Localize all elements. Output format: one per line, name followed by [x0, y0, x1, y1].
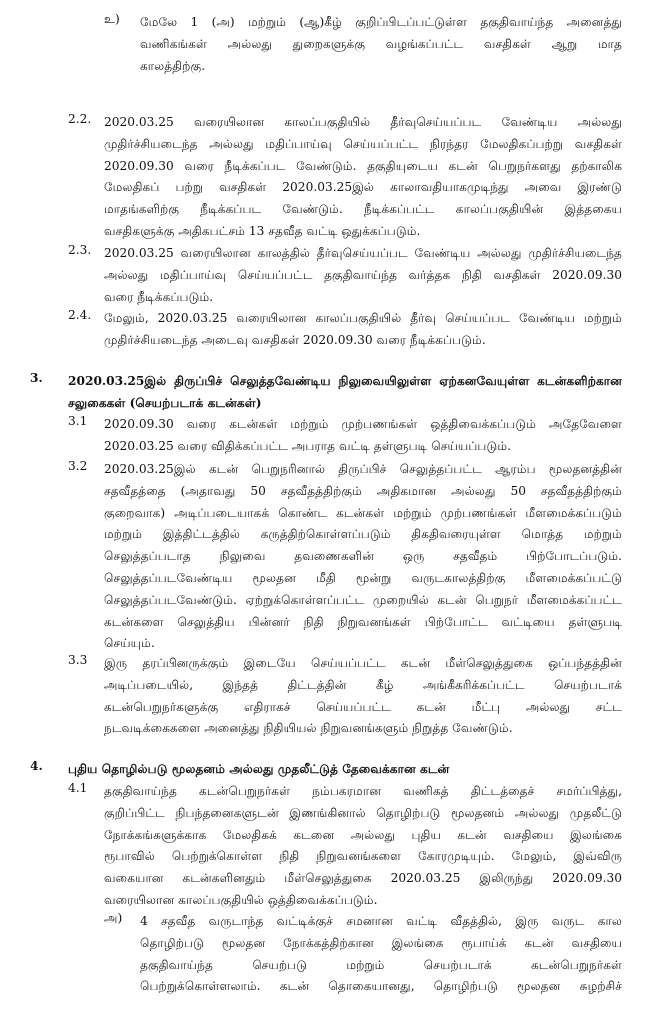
text-line: செலுத்தப்படவேண்டும். ஏற்றுக்கொள்ளப்பட்ட முறையில் கடன் பெறுநர் மீளமைக்கப்பட்ட — [104, 592, 622, 607]
section-number: 4. — [30, 759, 43, 773]
item-number: 2.3. — [68, 243, 92, 257]
text-line: செலுத்தப்படாத நிலுவை தவணைகளின் ஒரு சதவீதம் பிற்போடப்படும். — [104, 549, 622, 564]
item-body — [104, 653, 622, 740]
text-line: மற்றும் இத்திட்டத்தில் கருத்திற்கொள்ளப்படும் திகதிவரையுள்ள மொத்த மற்றும் — [104, 527, 622, 542]
text-line: முதிர்ச்சியடைந்த அல்லது மதிப்பாய்வு செய்யப்பட்ட நிரந்தர மேலதிகப்பற்று வசதிகள் — [104, 136, 622, 151]
text-line: நோக்கங்களுக்காக மேலதிகக் கடனை அல்லது புதிய கடன் வசதியை இலங்கை — [104, 827, 622, 842]
text-line: வரையிலான காலப்பகுதியில் ஒத்திவைக்கப்படும். — [104, 892, 378, 907]
text-line: மேலே 1 (அ) மற்றும் (ஆ)கீழ் குறிப்பிடப்பட்டுள்ள தகுதிவாய்ந்த அனைத்து — [140, 15, 622, 29]
text-line: வணிகங்கள் அல்லது துறைகளுக்கு வழங்கப்பட்ட வசதிகள் ஆறு மாத — [140, 36, 622, 51]
text-line: சதவீதத்தை (அதாவது 50 சதவீதத்திற்கும் அதிகமான அல்லது 50 சதவீதத்திற்கும் — [104, 483, 622, 498]
heading-line: சலுகைகள் (செயற்படாக் கடன்கள்) — [68, 395, 262, 410]
text-line: வசதிகளுக்கு அதிகபட்சம் 13 சதவீத வட்டி ஒதுக்கப்படும். — [104, 223, 421, 238]
item-number: 2.4. — [68, 308, 92, 322]
section-number: 3. — [30, 371, 43, 385]
text-line: மேலதிகப் பற்று வசதிகள் 2020.03.25இல் காலாவதியாகமுடிந்து அவை இரண்டு — [104, 180, 622, 195]
text-line: 2020.03.25 வரையிலான காலத்தில் தீர்வுசெய்யப்பட வேண்டிய அல்லது முதிர்ச்சியடைந்த — [104, 246, 622, 260]
text-line: பெற்றுக்கொள்ளலாம். கடன் தொகையானது, தொழிற்படு மூலதன சுழற்சிச் — [140, 979, 622, 994]
text-line: மாதங்களிற்கு நீடிக்கப்பட வேண்டும். நீடிக்கப்பட்ட காலப்பகுதியின் இத்தகைய — [104, 202, 622, 217]
section-title — [68, 371, 622, 415]
text-line: மேலும், 2020.03.25 வரையிலான காலப்பகுதியில் தீர்வு செய்யப்பட வேண்டிய மற்றும் — [104, 311, 622, 325]
item-number: 3.3 — [68, 653, 88, 667]
item-body — [104, 308, 622, 352]
item-body — [104, 243, 622, 308]
text-line: நடவடிக்கைகளை அனைத்து நிதியியல் நிறுவனங்களும் நிறுத்த வேண்டும். — [104, 721, 513, 736]
item-number: 4.1 — [68, 781, 88, 795]
item-marker: அ) — [104, 911, 123, 925]
item-body — [140, 12, 622, 77]
text-line: செய்யும். — [104, 636, 155, 651]
item-body — [104, 781, 622, 912]
text-line: 2020.03.25 வரையிலான காலப்பகுதியில் தீர்வுசெய்யப்பட வேண்டிய அல்லது — [104, 115, 622, 129]
text-line: செலுத்தப்படவேண்டிய மூலதன மீதி மூன்று வருடகாலத்திற்கு மீளமைக்கப்பட்டு — [104, 570, 622, 585]
text-line: 2020.03.25இல் கடன் பெறுநரினால் திருப்பிச் செலுத்தப்பட்ட ஆரம்ப மூலதனத்தின் — [104, 462, 622, 476]
text-line: தொழிற்படு மூலதன நோக்கத்திற்கான இலங்கை ரூபாய்க் கடன் வசதியை — [140, 935, 622, 950]
text-line: குறைவாக) அடிப்படையாகக் கொண்ட கடன்கள் மற்றும் முற்பணங்கள் மீளமைக்கப்படும் — [104, 505, 622, 520]
text-line: வகையான கடன்களினதும் மீள்செலுத்துகை 2020.03.25 இலிருந்து 2020.09.30 — [104, 871, 622, 886]
item-number: 3.2 — [68, 459, 88, 473]
text-line: முதிர்ச்சியடைந்த அடைவு வசதிகள் 2020.09.30 வரை நீடிக்கப்படும். — [104, 332, 486, 347]
item-body — [140, 911, 622, 998]
text-line: கடன்களை செலுத்திய பின்னர் நிதி நிறுவனங்கள் பிற்போட்ட வட்டியை தள்ளுபடி — [104, 614, 622, 629]
text-line: இரு தரப்பினருக்கும் இடையே செய்யப்பட்ட கடன் மீள்செலுத்துகை ஒப்பந்தத்தின் — [104, 656, 622, 670]
item-marker: உ) — [104, 12, 120, 26]
text-line: தகுதிவாய்ந்த செயற்படு மற்றும் செயற்படாக் கடன்பெறுநர்கள் — [140, 957, 622, 972]
item-body — [104, 459, 622, 655]
text-line: வரை நீடிக்கப்படும். — [104, 289, 214, 304]
text-line: கடன்பெறுநர்களுக்கு எதிராகச் செய்யப்பட்ட கடன் மீட்பு அல்லது சட்ட — [104, 699, 622, 714]
text-line: குறிப்பிட்ட நிபந்தனைகளுடன் இணங்கினால் தொழிற்படு மூலதனம் அல்லது முதலீட்டு — [104, 805, 622, 820]
heading-line: புதிய தொழில்படு மூலதனம் அல்லது முதலீட்டுத் தேவைக்கான கடன் — [68, 762, 450, 776]
text-line: 4 சதவீத வருடாந்த வட்டிக்குச் சமனான வட்டி வீதத்தில், இரு வருட கால — [140, 914, 622, 928]
text-line: அல்லது மதிப்பாய்வு செய்யப்பட்ட தகுதிவாய்ந்த வர்த்தக நிதி வசதிகள் 2020.09.30 — [104, 267, 622, 282]
item-number: 3.1 — [68, 414, 88, 428]
item-body — [104, 112, 622, 243]
text-line: காலத்திற்கு. — [140, 58, 206, 73]
item-number: 2.2. — [68, 112, 92, 126]
text-line: 2020.09.30 வரை கடன்கள் மற்றும் முற்பணங்கள் ஒத்திவைக்கப்படும் அதேவேளை — [104, 417, 622, 431]
heading-line: 2020.03.25இல் திருப்பிச் செலுத்தவேண்டிய நிலுவையிலுள்ள ஏற்கனவேயுள்ள கடன்களிற்கான — [68, 374, 622, 388]
text-line: ரூபாவில் பெற்றுக்கொள்ள நிதி நிறுவனங்களை கோரமுடியும். மேலும், இவ்விரு — [104, 849, 622, 864]
item-body — [104, 414, 622, 458]
text-line: அடிப்படையில், இந்தத் திட்டத்தின் கீழ் அங்கீகரிக்கப்பட்ட செயற்படாக் — [104, 677, 622, 692]
text-line: 2020.09.30 வரை நீடிக்கப்பட வேண்டும். தகுதியுடைய கடன் பெறுநர்களது தற்காலிக — [104, 158, 622, 173]
section-title — [68, 759, 622, 781]
text-line: தகுதிவாய்ந்த கடன்பெறுநர்கள் நம்பகரமான வணிகத் திட்டத்தைச் சமர்ப்பித்து, — [104, 784, 622, 798]
text-line: 2020.03.25 வரை விதிக்கப்பட்ட அபராத வட்டி தள்ளுபடி செய்யப்படும். — [104, 438, 512, 453]
